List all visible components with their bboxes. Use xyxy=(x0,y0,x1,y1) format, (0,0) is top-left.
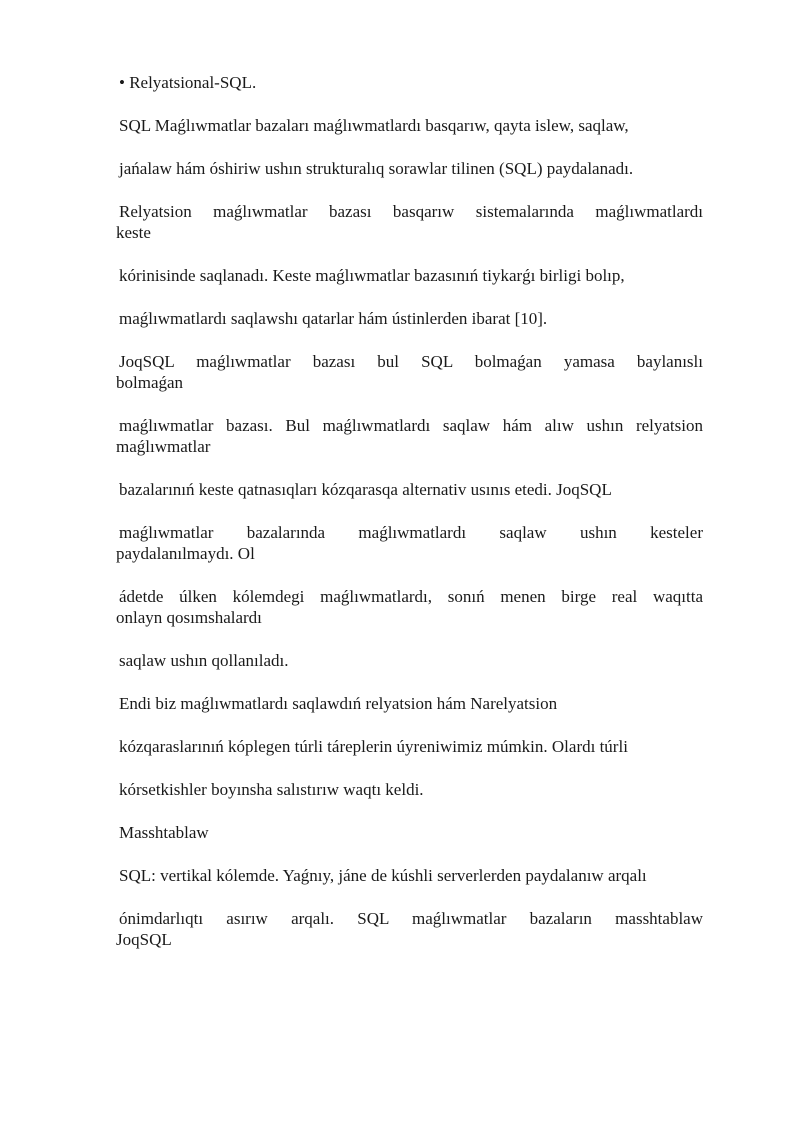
paragraph-first-line: JoqSQL maǵlıwmatlar bazası bul SQL bolmaǵan yamasa baylanıslı xyxy=(119,352,703,371)
paragraph-continuation: JoqSQL xyxy=(116,930,172,949)
paragraph-continuation: keste xyxy=(116,223,151,242)
text-line: Endi biz maǵlıwmatlardı saqlawdıń relyatsion hám Narelyatsion xyxy=(119,694,558,713)
paragraph xyxy=(116,351,703,393)
text-line: SQL: vertikal kólemde. Yaǵnıy, jáne de kúshli serverlerden paydalanıw arqalı xyxy=(119,866,647,885)
text-line: bazalarınıń keste qatnasıqları kózqarasqa alternativ usınıs etedi. JoqSQL xyxy=(119,480,612,499)
section-heading: Masshtablaw xyxy=(119,823,209,842)
paragraph xyxy=(116,908,703,950)
text-line: kórsetkishler boyınsha salıstırıw waqtı keldi. xyxy=(119,780,424,799)
paragraph-first-line: Relyatsion maǵlıwmatlar bazası basqarıw sistemalarında maǵlıwmatlardı xyxy=(119,202,703,221)
paragraph xyxy=(116,201,703,243)
paragraph-continuation: paydalanılmaydı. Ol xyxy=(116,544,255,563)
text-line: maǵlıwmatlardı saqlawshı qatarlar hám ústinlerden ibarat [10]. xyxy=(119,309,548,328)
paragraph-first-line: maǵlıwmatlar bazalarında maǵlıwmatlardı saqlaw ushın kesteler xyxy=(119,523,703,542)
bullet-heading: • Relyatsional-SQL. xyxy=(119,73,257,92)
paragraph-first-line: maǵlıwmatlar bazası. Bul maǵlıwmatlardı saqlaw hám alıw ushın relyatsion xyxy=(119,416,703,435)
text-line: SQL Maǵlıwmatlar bazaları maǵlıwmatlardı basqarıw, qayta islew, saqlaw, xyxy=(119,116,629,135)
text-line: kózqaraslarınıń kóplegen túrli táreplerin úyreniwimiz múmkin. Olardı túrli xyxy=(119,737,628,756)
paragraph-continuation: bolmaǵan xyxy=(116,373,184,392)
paragraph xyxy=(116,415,703,457)
paragraph-continuation: onlayn qosımshalardı xyxy=(116,608,262,627)
text-line: jańalaw hám óshiriw ushın strukturalıq sorawlar tilinen (SQL) paydalanadı. xyxy=(119,159,634,178)
text-line: kórinisinde saqlanadı. Keste maǵlıwmatlar bazasınıń tiykarǵı birligi bolıp, xyxy=(119,266,625,285)
text-line: saqlaw ushın qollanıladı. xyxy=(119,651,289,670)
paragraph xyxy=(116,522,703,564)
document-page xyxy=(116,72,703,972)
paragraph-first-line: ónimdarlıqtı asırıw arqalı. SQL maǵlıwmatlar bazaların masshtablaw xyxy=(119,909,703,928)
paragraph-first-line: ádetde úlken kólemdegi maǵlıwmatlardı, sonıń menen birge real waqıtta xyxy=(119,587,703,606)
paragraph xyxy=(116,586,703,628)
paragraph-continuation: maǵlıwmatlar xyxy=(116,437,211,456)
